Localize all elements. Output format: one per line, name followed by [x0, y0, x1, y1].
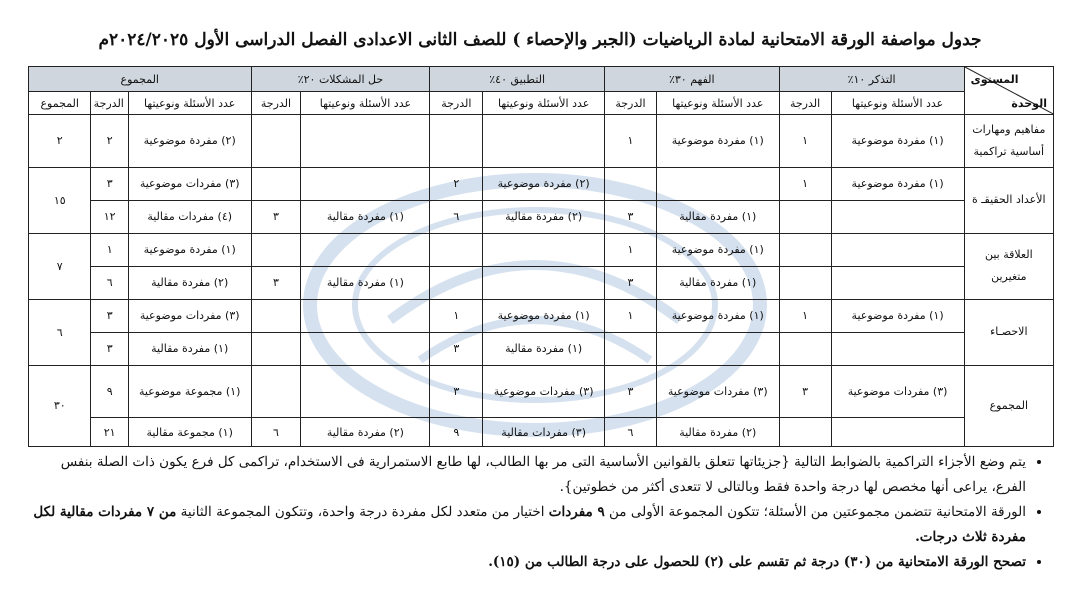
cell-grade: ١: [91, 233, 128, 266]
level-header-apply: التطبيق ٤٠٪: [430, 67, 605, 92]
cell-questions: (٤) مفردات مقالية: [128, 200, 251, 233]
note-text: الورقة الامتحانية تتضمن مجموعتين من الأسئلة؛ تتكون المجموعة الأولى من: [609, 504, 1026, 520]
cell-questions: (٢) مفردة موضوعية: [128, 115, 251, 168]
cell-grade: ٣: [91, 299, 128, 332]
cell-grade: ٩: [91, 365, 128, 418]
cell-grade: ١٢: [91, 200, 128, 233]
unit-cell: الاحصـاء: [964, 299, 1053, 365]
cell-questions: (١) مفردة مقالية: [301, 200, 430, 233]
cell-grade: [251, 332, 301, 365]
cell-questions: (١) مفردة موضوعية: [656, 115, 779, 168]
cell-questions: [483, 266, 605, 299]
cell-questions: (١) مفردة مقالية: [656, 200, 779, 233]
cell-grade: ٦: [604, 418, 656, 447]
cell-questions: (١) مفردة مقالية: [301, 266, 430, 299]
note-text-bold: ٩ مفردات: [548, 504, 605, 520]
page-title: جدول مواصفة الورقة الامتحانية لمادة الرياضيات (الجبر والإحصاء ) للصف الثانى الاعدادى الفصل الدراسى الأول ٢٠٢٤/٢٠٢٥م: [98, 30, 982, 50]
cell-questions: (١) مفردة مقالية: [656, 266, 779, 299]
cell-questions: (١) مفردة موضوعية: [483, 299, 605, 332]
cell-total: ٧: [29, 233, 91, 299]
table-row: [29, 266, 1054, 299]
level-header-understand: الفهم ٣٠٪: [604, 67, 779, 92]
cell-grade: [251, 365, 301, 418]
cell-questions: (١) مفردة موضوعية: [128, 233, 251, 266]
table-row: [29, 332, 1054, 365]
cell-grade: ١: [779, 167, 831, 200]
cell-questions: (٣) مفردات موضوعية: [128, 167, 251, 200]
cell-grade: ١: [604, 115, 656, 168]
cell-grade: [251, 233, 301, 266]
cell-questions: [831, 233, 964, 266]
table-row: [29, 167, 1054, 200]
cell-grade: ٣: [604, 266, 656, 299]
cell-questions: (٢) مفردة مقالية: [656, 418, 779, 447]
cell-questions: (٢) مفردة مقالية: [128, 266, 251, 299]
subheader-questions: عدد الأسئلة ونوعيتها: [656, 92, 779, 115]
table-row: [29, 418, 1054, 447]
subheader-questions: عدد الأسئلة ونوعيتها: [301, 92, 430, 115]
note-text: يتم وضع الأجزاء التراكمية بالضوابط التالية {جزيئاتها تتعلق بالقوانين الأساسية التى مر بها الطالب، لها طابع الاستمرارية فى الاستخدام، تراكمى كل فرع يكون ذات الصلة بنفس الفرع، يراعى أنها مخصص لها درجة واحدة فقط وبالتالى لا تتعدى أكثر من خطوتين}.: [60, 454, 1026, 495]
cell-grade: ٢: [91, 115, 128, 168]
subheader-grade: الدرجة: [91, 92, 128, 115]
cell-questions: [656, 167, 779, 200]
cell-grade: [430, 233, 483, 266]
subheader-grade: الدرجة: [604, 92, 656, 115]
cell-grade: [251, 167, 301, 200]
cell-grade: [430, 115, 483, 168]
cell-questions: (١) مفردة موضوعية: [831, 115, 964, 168]
cell-questions: [301, 365, 430, 418]
cell-grade: ٩: [430, 418, 483, 447]
notes-section: [30, 450, 1050, 575]
cell-grade: ٣: [604, 200, 656, 233]
table-row: [29, 200, 1054, 233]
table-row: [29, 233, 1054, 266]
cell-grade: ٣: [779, 365, 831, 418]
cell-grade: [430, 266, 483, 299]
cell-grade: [251, 299, 301, 332]
cell-questions: [301, 115, 430, 168]
level-header-total: المجموع: [29, 67, 252, 92]
corner-cell: [964, 67, 1053, 115]
cell-grade: ٦: [251, 418, 301, 447]
cell-questions: [483, 233, 605, 266]
cell-questions: (٣) مفردات مقالية: [483, 418, 605, 447]
cell-grade: [779, 233, 831, 266]
note-item: [30, 450, 1026, 500]
cell-questions: [656, 332, 779, 365]
note-item: [30, 550, 1026, 575]
subheader-grade: الدرجة: [430, 92, 483, 115]
cell-questions: (١) مفردة موضوعية: [656, 233, 779, 266]
specification-table: [28, 66, 1054, 447]
cell-questions: [301, 233, 430, 266]
cell-questions: (٣) مفردات موضوعية: [831, 365, 964, 418]
cell-questions: [483, 115, 605, 168]
subheader-questions: عدد الأسئلة ونوعيتها: [128, 92, 251, 115]
cell-questions: (١) مفردة موضوعية: [831, 167, 964, 200]
cell-grade: ٣: [430, 365, 483, 418]
cell-questions: (٣) مفردات موضوعية: [656, 365, 779, 418]
subheader-grade: الدرجة: [251, 92, 301, 115]
unit-cell: الأعداد الحقيقـ ة: [964, 167, 1053, 233]
cell-questions: [831, 418, 964, 447]
cell-questions: (١) مجموعة مقالية: [128, 418, 251, 447]
subheader-grade: الدرجة: [779, 92, 831, 115]
level-header-remember: التذكر ١٠٪: [779, 67, 964, 92]
level-header-problem-solving: حل المشكلات ٢٠٪: [251, 67, 430, 92]
cell-total: ١٥: [29, 167, 91, 233]
cell-grade: ٣: [251, 266, 301, 299]
cell-questions: (١) مجموعة موضوعية: [128, 365, 251, 418]
cell-grade: ٣: [91, 167, 128, 200]
note-item: [30, 500, 1026, 550]
cell-questions: [301, 299, 430, 332]
cell-total: ٦: [29, 299, 91, 365]
cell-grade: ٦: [91, 266, 128, 299]
note-text-bold: من ٧ مفردات مقالية لكل مفردة ثلاث درجات.: [33, 504, 1026, 545]
corner-unit-label: الوحدة: [1011, 97, 1047, 110]
corner-level-label: المستوى: [970, 73, 1019, 86]
cell-questions: (١) مفردة موضوعية: [831, 299, 964, 332]
cell-questions: (١) مفردة مقالية: [483, 332, 605, 365]
cell-grade: ١: [779, 299, 831, 332]
cell-questions: (١) مفردة مقالية: [128, 332, 251, 365]
cell-grade: [604, 167, 656, 200]
cell-grade: ١: [430, 299, 483, 332]
cell-grade: [779, 200, 831, 233]
cell-grade: ٣: [604, 365, 656, 418]
cell-questions: [831, 200, 964, 233]
cell-grade: ٢١: [91, 418, 128, 447]
cell-grade: ٦: [430, 200, 483, 233]
subheader-questions: عدد الأسئلة ونوعيتها: [483, 92, 605, 115]
cell-grade: ٣: [430, 332, 483, 365]
cell-questions: (٢) مفردة مقالية: [301, 418, 430, 447]
cell-grade: ١: [604, 233, 656, 266]
cell-grade: ٣: [91, 332, 128, 365]
cell-questions: (٣) مفردات موضوعية: [483, 365, 605, 418]
unit-cell: مفاهيم ومهارات أساسية تراكمية: [964, 115, 1053, 168]
cell-grade: [779, 266, 831, 299]
cell-questions: [301, 167, 430, 200]
cell-grade: ٣: [251, 200, 301, 233]
cell-grade: ١: [779, 115, 831, 168]
cell-grade: [251, 115, 301, 168]
cell-total: ٢: [29, 115, 91, 168]
table-row: [29, 115, 1054, 168]
table-row: [29, 365, 1054, 418]
cell-questions: [301, 332, 430, 365]
subheader-questions: عدد الأسئلة ونوعيتها: [831, 92, 964, 115]
cell-grade: ١: [604, 299, 656, 332]
subheader-total: المجموع: [29, 92, 91, 115]
cell-grade: ٢: [430, 167, 483, 200]
cell-grade: [604, 332, 656, 365]
cell-grade: [779, 418, 831, 447]
table-row: [29, 299, 1054, 332]
cell-questions: (١) مفردة موضوعية: [656, 299, 779, 332]
unit-cell: العلاقة بين متغيرين: [964, 233, 1053, 299]
cell-grade: [779, 332, 831, 365]
cell-questions: [831, 332, 964, 365]
cell-questions: (٢) مفردة موضوعية: [483, 167, 605, 200]
cell-questions: [831, 266, 964, 299]
cell-questions: (٣) مفردات موضوعية: [128, 299, 251, 332]
note-text: تصحح الورقة الامتحانية من (٣٠) درجة ثم تقسم على (٢) للحصول على درجة الطالب من (١٥).: [488, 554, 1026, 570]
cell-questions: (٢) مفردة مقالية: [483, 200, 605, 233]
cell-grand-total: ٣٠: [29, 365, 91, 446]
unit-cell-total: المجموع: [964, 365, 1053, 446]
note-text: اختيار من متعدد لكل مفردة درجة واحدة، وتتكون المجموعة الثانية: [180, 504, 545, 520]
